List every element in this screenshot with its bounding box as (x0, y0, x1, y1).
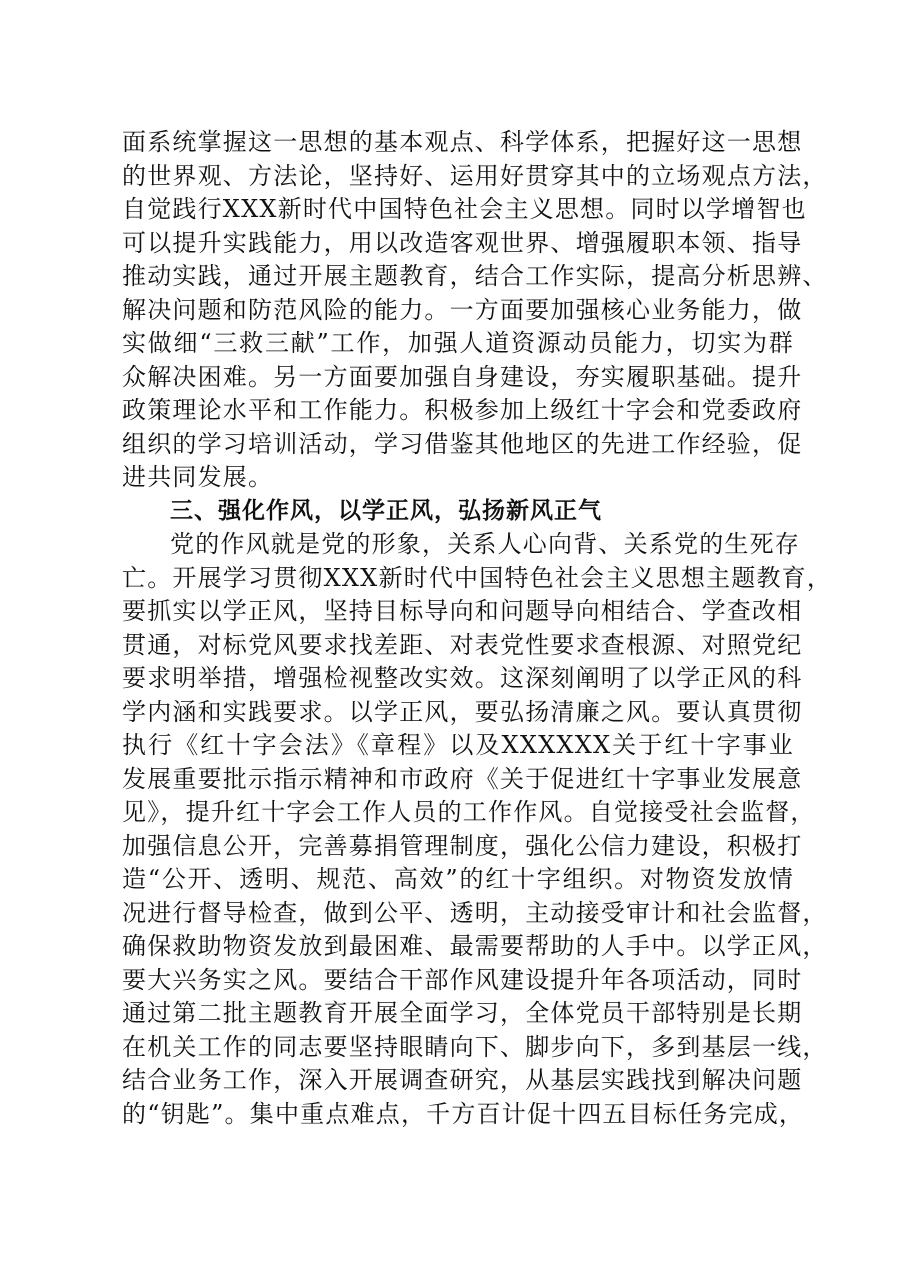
text-line: 确保救助物资发放到最困难、最需要帮助的人手中。以学正风， (122, 932, 828, 960)
text-line: 学内涵和实践要求。以学正风，要弘扬清廉之风。要认真贯彻 (122, 697, 803, 726)
text-line: 贯通，对标党风要求找差距、对表党性要求查根源、对照党纪 (122, 630, 803, 659)
text-line: 执行《红十字会法》《章程》以及XXXXXX关于红十字事业 (122, 731, 794, 759)
text-line: 要求明举措，增强检视整改实效。这深刻阐明了以学正风的科 (122, 664, 803, 692)
paragraph-2 (122, 528, 833, 1131)
text-line: 况进行督导检查，做到公平、透明，主动接受审计和社会监督， (122, 898, 828, 927)
text-line: 党的作风就是党的形象，关系人心向背、关系党的生死存 (170, 530, 800, 558)
text-line: 亡。开展学习贯彻XXX新时代中国特色社会主义思想主题教育， (122, 563, 833, 592)
text-line: 解决问题和防范风险的能力。一方面要加强核心业务能力，做 (122, 295, 803, 324)
text-line: 要抓实以学正风，坚持目标导向和问题导向相结合、学查改相 (122, 597, 803, 625)
text-line: 的“钥匙”。集中重点难点，千方百计促十四五目标任务完成， (122, 1099, 805, 1128)
paragraph-1 (122, 126, 828, 495)
text-line: 见》，提升红十字会工作人员的工作作风。自觉接受社会监督， (122, 798, 816, 826)
section-heading: 三、强化作风，以学正风，弘扬新风正气 (170, 497, 602, 524)
text-line: 结合业务工作，深入开展调查研究，从基层实践找到解决问题 (122, 1066, 803, 1094)
text-line: 加强信息公开，完善募捐管理制度，强化公信力建设，积极打 (122, 831, 803, 860)
document-body (122, 126, 833, 1131)
text-line: 推动实践，通过开展主题教育，结合工作实际，提高分析思辨、 (122, 262, 828, 290)
text-line: 组织的学习培训活动，学习借鉴其他地区的先进工作经验，促 (122, 429, 803, 458)
text-line: 要大兴务实之风。要结合干部作风建设提升年各项活动，同时 (122, 965, 803, 994)
text-line: 的世界观、方法论，坚持好、运用好贯穿其中的立场观点方法， (122, 161, 828, 190)
text-line: 造“公开、透明、规范、高效”的红十字组织。对物资发放情 (122, 865, 794, 893)
text-line: 面系统掌握这一思想的基本观点、科学体系，把握好这一思想 (122, 128, 803, 156)
text-line: 在机关工作的同志要坚持眼睛向下、脚步向下，多到基层一线， (122, 1032, 828, 1061)
text-line: 自觉践行XXX新时代中国特色社会主义思想。同时以学增智也 (122, 195, 807, 223)
text-line: 众解决困难。另一方面要加强自身建设，夯实履职基础。提升 (122, 362, 803, 391)
text-line: 可以提升实践能力，用以改造客观世界、增强履职本领、指导 (122, 228, 803, 257)
text-line: 实做细“三救三献”工作，加强人道资源动员能力，切实为群 (122, 329, 794, 357)
text-line: 发展重要批示指示精神和市政府《关于促进红十字事业发展意 (122, 764, 803, 793)
text-line: 进共同发展。 (122, 463, 274, 491)
text-line: 通过第二批主题教育开展全面学习，全体党员干部特别是长期 (122, 999, 803, 1027)
text-line: 政策理论水平和工作能力。积极参加上级红十字会和党委政府 (122, 396, 803, 424)
